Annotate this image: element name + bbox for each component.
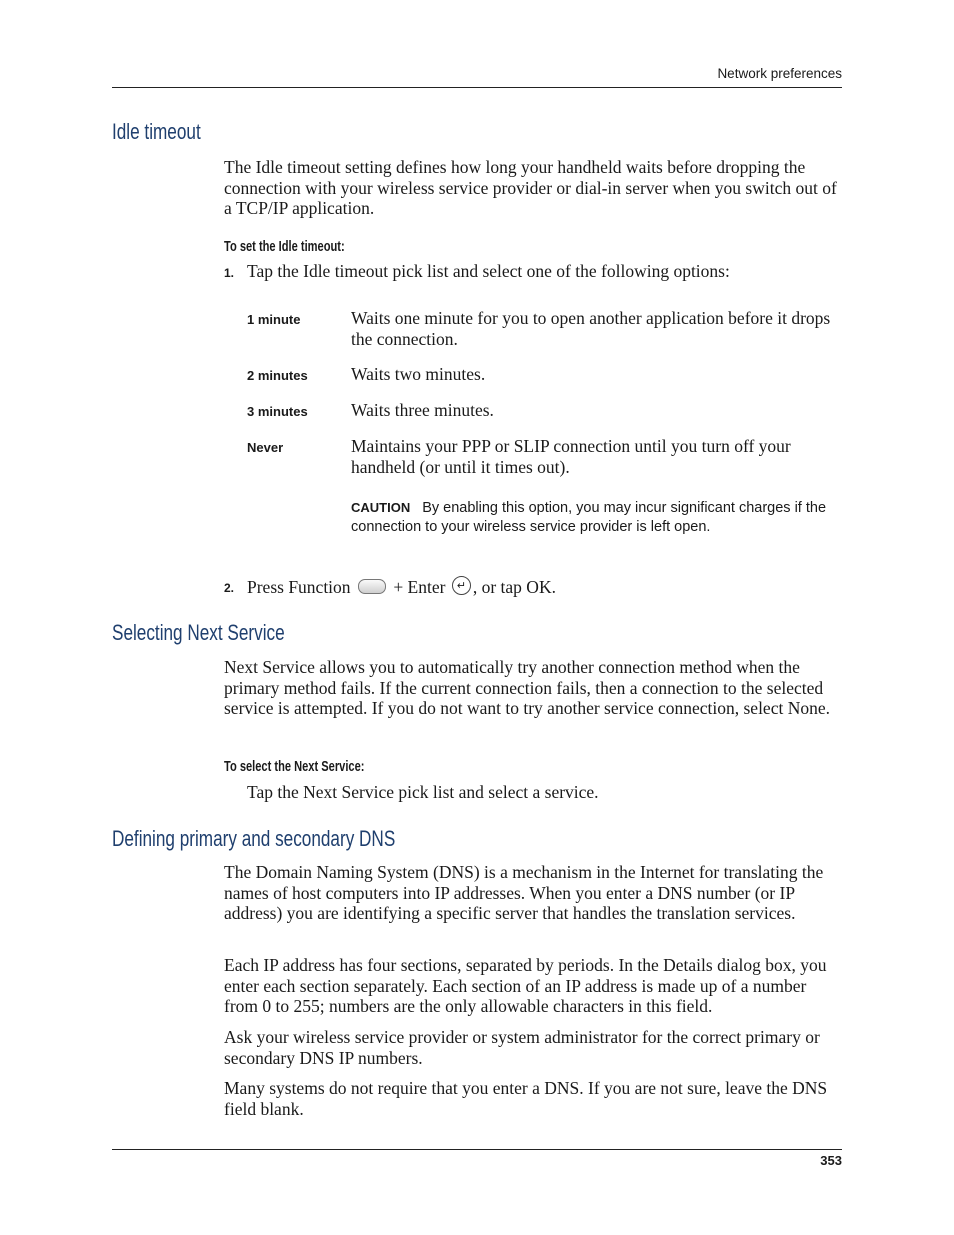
dns-paragraph-4: Many systems do not require that you enter a DNS. If you are not sure, leave the DNS field blank. <box>224 1078 828 1119</box>
step-text-after: , or tap OK. <box>472 577 556 597</box>
running-header <box>112 64 842 88</box>
option-label: 1 minute <box>247 312 301 327</box>
dns-paragraph-1: The Domain Naming System (DNS) is a mechanism in the Internet for translating the names of host computers into IP addresses. When you enter a DNS number (or IP address) you are identifying a specific server that handles the translation services. <box>224 862 824 923</box>
section-heading-dns <box>112 826 475 852</box>
caution-text: By enabling this option, you may incur significant charges if the connection to your wireless service provider is left open. <box>351 500 827 535</box>
footer-rule <box>112 1149 842 1150</box>
section-heading-text: Selecting Next Service <box>112 620 285 645</box>
step-number: 1. <box>224 266 235 280</box>
option-label: Never <box>247 440 284 455</box>
section-heading-idle-timeout <box>112 119 226 145</box>
page-number: 353 <box>820 1153 842 1168</box>
section-heading-next-service <box>112 620 333 646</box>
next-service-intro: Next Service allows you to automatically try another connection method when the primary method fails. If the current connection fails, then a connection to the selected service is attempted. If you do not want to try another service connection, select None. <box>224 657 830 718</box>
step-number: 2. <box>224 581 235 595</box>
step-text <box>247 576 844 598</box>
section-heading-text: Idle timeout <box>112 119 201 144</box>
dns-paragraph-2: Each IP address has four sections, separated by periods. In the Details dialog box, you enter each section separately. Each section of an IP address is made up of a number from 0 to 255; numbers are the only allowable characters in this field. <box>224 955 827 1016</box>
procedure-heading-next-service <box>224 758 414 776</box>
step-1 <box>224 261 844 283</box>
caution-note <box>351 498 841 537</box>
function-button-icon <box>358 579 386 594</box>
step-text-middle: + Enter <box>393 577 446 597</box>
enter-stroke-icon: ↵ <box>452 576 471 595</box>
idle-timeout-intro: The Idle timeout setting defines how long your handheld waits before dropping the connection with your wireless service provider or dial-in server when you switch out of a TCP/IP application. <box>224 157 837 218</box>
dns-paragraph-3: Ask your wireless service provider or system administrator for the correct primary or secondary DNS IP numbers. <box>224 1027 820 1068</box>
procedure-heading-text: To set the Idle timeout: <box>224 238 345 255</box>
option-description: Waits two minutes. <box>351 364 486 384</box>
step-text-before: Press Function <box>247 577 351 597</box>
option-label: 2 minutes <box>247 368 308 383</box>
option-description: Waits one minute for you to open another application before it drops the connection. <box>351 308 831 349</box>
option-description: Maintains your PPP or SLIP connection until you turn off your handheld (or until it times out). <box>351 436 791 477</box>
running-header-title: Network preferences <box>717 66 842 81</box>
procedure-heading-idle-timeout <box>224 238 387 256</box>
caution-label: CAUTION <box>351 500 411 515</box>
step-2 <box>224 576 844 600</box>
procedure-heading-text: To select the Next Service: <box>224 758 365 775</box>
next-service-step: Tap the Next Service pick list and select a service. <box>247 782 599 802</box>
section-heading-text: Defining primary and secondary DNS <box>112 826 396 851</box>
option-label: 3 minutes <box>247 404 308 419</box>
option-description: Waits three minutes. <box>351 400 494 420</box>
step-text: Tap the Idle timeout pick list and select one of the following options: <box>247 261 730 281</box>
